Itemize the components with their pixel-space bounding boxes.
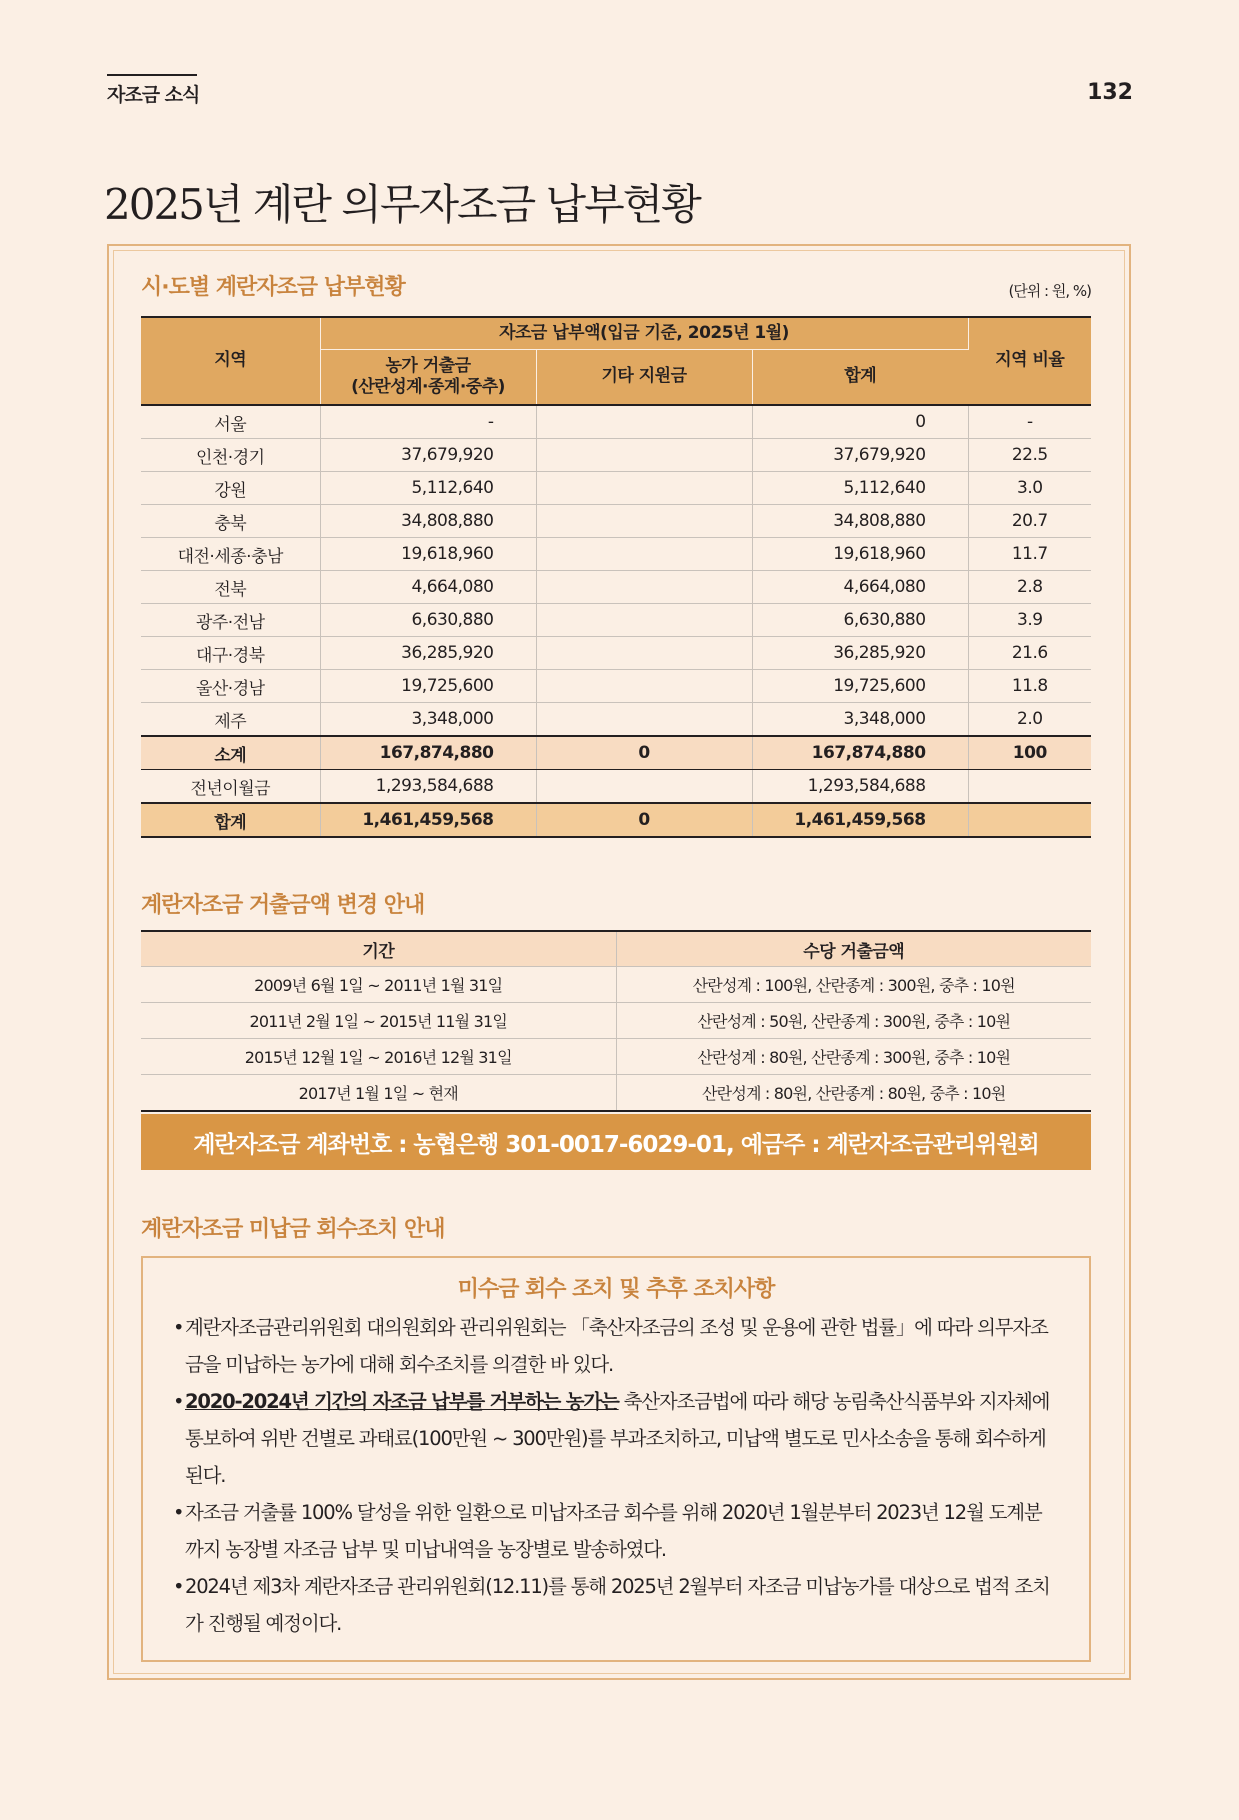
table-row bbox=[141, 1075, 1091, 1112]
cell-farm: 6,630,880 bbox=[320, 604, 536, 637]
subtotal-row bbox=[141, 736, 1091, 770]
notice-item bbox=[173, 1383, 1059, 1494]
notice-text: 2024년 제3차 계란자조금 관리위원회(12.11)를 통해 2025년 2월부터 자조금 미납농가를 대상으로 법적 조치가 진행될 예정이다. bbox=[185, 1575, 1050, 1635]
table-row bbox=[141, 439, 1091, 472]
cell-sum: 34,808,880 bbox=[752, 505, 968, 538]
cell-ratio: 2.8 bbox=[968, 571, 1091, 604]
notice-item bbox=[173, 1568, 1059, 1642]
cell-region: 광주·전남 bbox=[141, 604, 320, 637]
cell-sum: 0 bbox=[752, 405, 968, 439]
cell-amount: 산란성계 : 100원, 산란종계 : 300원, 중추 : 10원 bbox=[616, 967, 1091, 1003]
cell-period: 2015년 12월 1일 ~ 2016년 12월 31일 bbox=[141, 1039, 616, 1075]
notice-item bbox=[173, 1494, 1059, 1568]
rate-section bbox=[141, 888, 1091, 919]
col-farm bbox=[320, 349, 536, 405]
notice-emphasis: 2020-2024년 기간의 자조금 납부를 거부하는 농가는 bbox=[185, 1390, 619, 1413]
notice-text: 축산자조금법에 따라 해당 농림축산식품부와 지자체에 통보하여 위반 건별로 과태료(100만원 ~ 300만원)를 부과조치하고, 미납액 별도로 민사소송을 통해 회수하게 된다. bbox=[185, 1390, 1050, 1487]
cell-farm: 5,112,640 bbox=[320, 472, 536, 505]
cell-farm: - bbox=[320, 405, 536, 439]
cell-period: 2011년 2월 1일 ~ 2015년 11월 31일 bbox=[141, 1003, 616, 1039]
col-period: 기간 bbox=[141, 931, 616, 967]
content-panel bbox=[107, 244, 1131, 1680]
page-number: 132 bbox=[1087, 80, 1133, 105]
cell-region: 전년이월금 bbox=[141, 770, 320, 804]
cell-region: 제주 bbox=[141, 703, 320, 737]
table-row bbox=[141, 604, 1091, 637]
regional-table-wrap bbox=[141, 316, 1091, 838]
bullet: • bbox=[173, 1316, 184, 1339]
header-rule bbox=[107, 74, 197, 76]
notice-section bbox=[141, 1212, 1091, 1243]
cell-other bbox=[536, 703, 752, 737]
cell-other bbox=[536, 770, 752, 804]
cell-ratio: - bbox=[968, 405, 1091, 439]
cell-other bbox=[536, 538, 752, 571]
cell-sum: 37,679,920 bbox=[752, 439, 968, 472]
cell-amount: 산란성계 : 80원, 산란종계 : 300원, 중추 : 10원 bbox=[616, 1039, 1091, 1075]
cell-other bbox=[536, 472, 752, 505]
cell-region: 소계 bbox=[141, 736, 320, 770]
table-row bbox=[141, 538, 1091, 571]
regional-table-title: 시·도별 계란자조금 납부현황 bbox=[141, 275, 405, 300]
cell-farm: 37,679,920 bbox=[320, 439, 536, 472]
cell-farm: 1,293,584,688 bbox=[320, 770, 536, 804]
cell-ratio: 3.0 bbox=[968, 472, 1091, 505]
cell-other bbox=[536, 439, 752, 472]
table-row bbox=[141, 505, 1091, 538]
table-row bbox=[141, 405, 1091, 439]
cell-sum: 167,874,880 bbox=[752, 736, 968, 770]
cell-sum: 19,725,600 bbox=[752, 670, 968, 703]
bullet: • bbox=[173, 1390, 184, 1413]
cell-region: 대구·경북 bbox=[141, 637, 320, 670]
col-amount: 수당 거출금액 bbox=[616, 931, 1091, 967]
cell-other bbox=[536, 571, 752, 604]
notice-item bbox=[173, 1309, 1059, 1383]
account-number-banner: 계란자조금 계좌번호 : 농협은행 301-0017-6029-01, 예금주 : 계란자조금관리위원회 bbox=[141, 1114, 1091, 1170]
col-sum: 합계 bbox=[752, 349, 968, 405]
cell-region: 울산·경남 bbox=[141, 670, 320, 703]
cell-amount: 산란성계 : 80원, 산란종계 : 80원, 중추 : 10원 bbox=[616, 1075, 1091, 1112]
page-title: 2025년 계란 의무자조금 납부현황 bbox=[104, 180, 700, 229]
cell-sum: 36,285,920 bbox=[752, 637, 968, 670]
bullet: • bbox=[173, 1575, 184, 1598]
cell-farm: 167,874,880 bbox=[320, 736, 536, 770]
cell-sum: 1,293,584,688 bbox=[752, 770, 968, 804]
table-row bbox=[141, 1003, 1091, 1039]
cell-other: 0 bbox=[536, 803, 752, 837]
table-row bbox=[141, 472, 1091, 505]
notice-box-title: 미수금 회수 조치 및 추후 조치사항 bbox=[457, 1277, 775, 1302]
cell-ratio bbox=[968, 770, 1091, 804]
cell-ratio: 21.6 bbox=[968, 637, 1091, 670]
cell-period: 2009년 6월 1일 ~ 2011년 1월 31일 bbox=[141, 967, 616, 1003]
col-ratio: 지역 비율 bbox=[968, 317, 1091, 405]
cell-sum: 6,630,880 bbox=[752, 604, 968, 637]
table-row bbox=[141, 571, 1091, 604]
col-region: 지역 bbox=[141, 317, 320, 405]
regional-payment-table bbox=[141, 316, 1091, 838]
carryover-row bbox=[141, 770, 1091, 804]
cell-ratio: 20.7 bbox=[968, 505, 1091, 538]
table-row bbox=[141, 1039, 1091, 1075]
cell-farm: 36,285,920 bbox=[320, 637, 536, 670]
rate-table-title: 계란자조금 거출금액 변경 안내 bbox=[141, 893, 425, 918]
cell-region: 전북 bbox=[141, 571, 320, 604]
cell-region: 합계 bbox=[141, 803, 320, 837]
cell-ratio: 11.8 bbox=[968, 670, 1091, 703]
col-farm-line1: 농가 거출금 bbox=[385, 355, 471, 376]
cell-region: 서울 bbox=[141, 405, 320, 439]
table-row bbox=[141, 703, 1091, 737]
col-other: 기타 지원금 bbox=[536, 349, 752, 405]
cell-region: 강원 bbox=[141, 472, 320, 505]
cell-other bbox=[536, 505, 752, 538]
cell-other bbox=[536, 405, 752, 439]
section-label: 자조금 소식 bbox=[107, 84, 200, 106]
cell-sum: 4,664,080 bbox=[752, 571, 968, 604]
rate-table-wrap bbox=[141, 930, 1091, 1112]
cell-sum: 5,112,640 bbox=[752, 472, 968, 505]
cell-ratio bbox=[968, 803, 1091, 837]
notice-text: 자조금 거출률 100% 달성을 위한 일환으로 미납자조금 회수를 위해 2020년 1월분부터 2023년 12월 도계분까지 농장별 자조금 납부 및 미납내역을 농장별로 발송하였다. bbox=[185, 1501, 1042, 1561]
cell-other bbox=[536, 604, 752, 637]
cell-ratio: 100 bbox=[968, 736, 1091, 770]
col-group-payment: 자조금 납부액(입금 기준, 2025년 1월) bbox=[320, 317, 968, 349]
cell-farm: 19,618,960 bbox=[320, 538, 536, 571]
cell-ratio: 22.5 bbox=[968, 439, 1091, 472]
notice-text: 계란자조금관리위원회 대의원회와 관리위원회는 「축산자조금의 조성 및 운용에 관한 법률」에 따라 의무자조금을 미납하는 농가에 대해 회수조치를 의결한 바 있다. bbox=[185, 1316, 1048, 1376]
cell-farm: 19,725,600 bbox=[320, 670, 536, 703]
col-farm-line2: (산란성계·종계·중추) bbox=[351, 376, 505, 397]
table-row bbox=[141, 670, 1091, 703]
cell-farm: 1,461,459,568 bbox=[320, 803, 536, 837]
cell-other bbox=[536, 670, 752, 703]
notice-section-title: 계란자조금 미납금 회수조치 안내 bbox=[141, 1217, 445, 1242]
cell-sum: 3,348,000 bbox=[752, 703, 968, 737]
cell-region: 충북 bbox=[141, 505, 320, 538]
rate-change-table bbox=[141, 930, 1091, 1112]
table-row bbox=[141, 967, 1091, 1003]
total-row bbox=[141, 803, 1091, 837]
unit-note: (단위 : 원, %) bbox=[1008, 282, 1091, 300]
cell-sum: 1,461,459,568 bbox=[752, 803, 968, 837]
cell-region: 인천·경기 bbox=[141, 439, 320, 472]
cell-sum: 19,618,960 bbox=[752, 538, 968, 571]
bullet: • bbox=[173, 1501, 184, 1524]
cell-farm: 4,664,080 bbox=[320, 571, 536, 604]
regional-section bbox=[141, 270, 1091, 301]
cell-period: 2017년 1월 1일 ~ 현재 bbox=[141, 1075, 616, 1112]
table-row bbox=[141, 637, 1091, 670]
cell-region: 대전·세종·충남 bbox=[141, 538, 320, 571]
cell-other: 0 bbox=[536, 736, 752, 770]
cell-ratio: 3.9 bbox=[968, 604, 1091, 637]
cell-ratio: 11.7 bbox=[968, 538, 1091, 571]
cell-other bbox=[536, 637, 752, 670]
cell-farm: 3,348,000 bbox=[320, 703, 536, 737]
notice-box bbox=[141, 1256, 1091, 1662]
cell-farm: 34,808,880 bbox=[320, 505, 536, 538]
cell-ratio: 2.0 bbox=[968, 703, 1091, 737]
cell-amount: 산란성계 : 50원, 산란종계 : 300원, 중추 : 10원 bbox=[616, 1003, 1091, 1039]
